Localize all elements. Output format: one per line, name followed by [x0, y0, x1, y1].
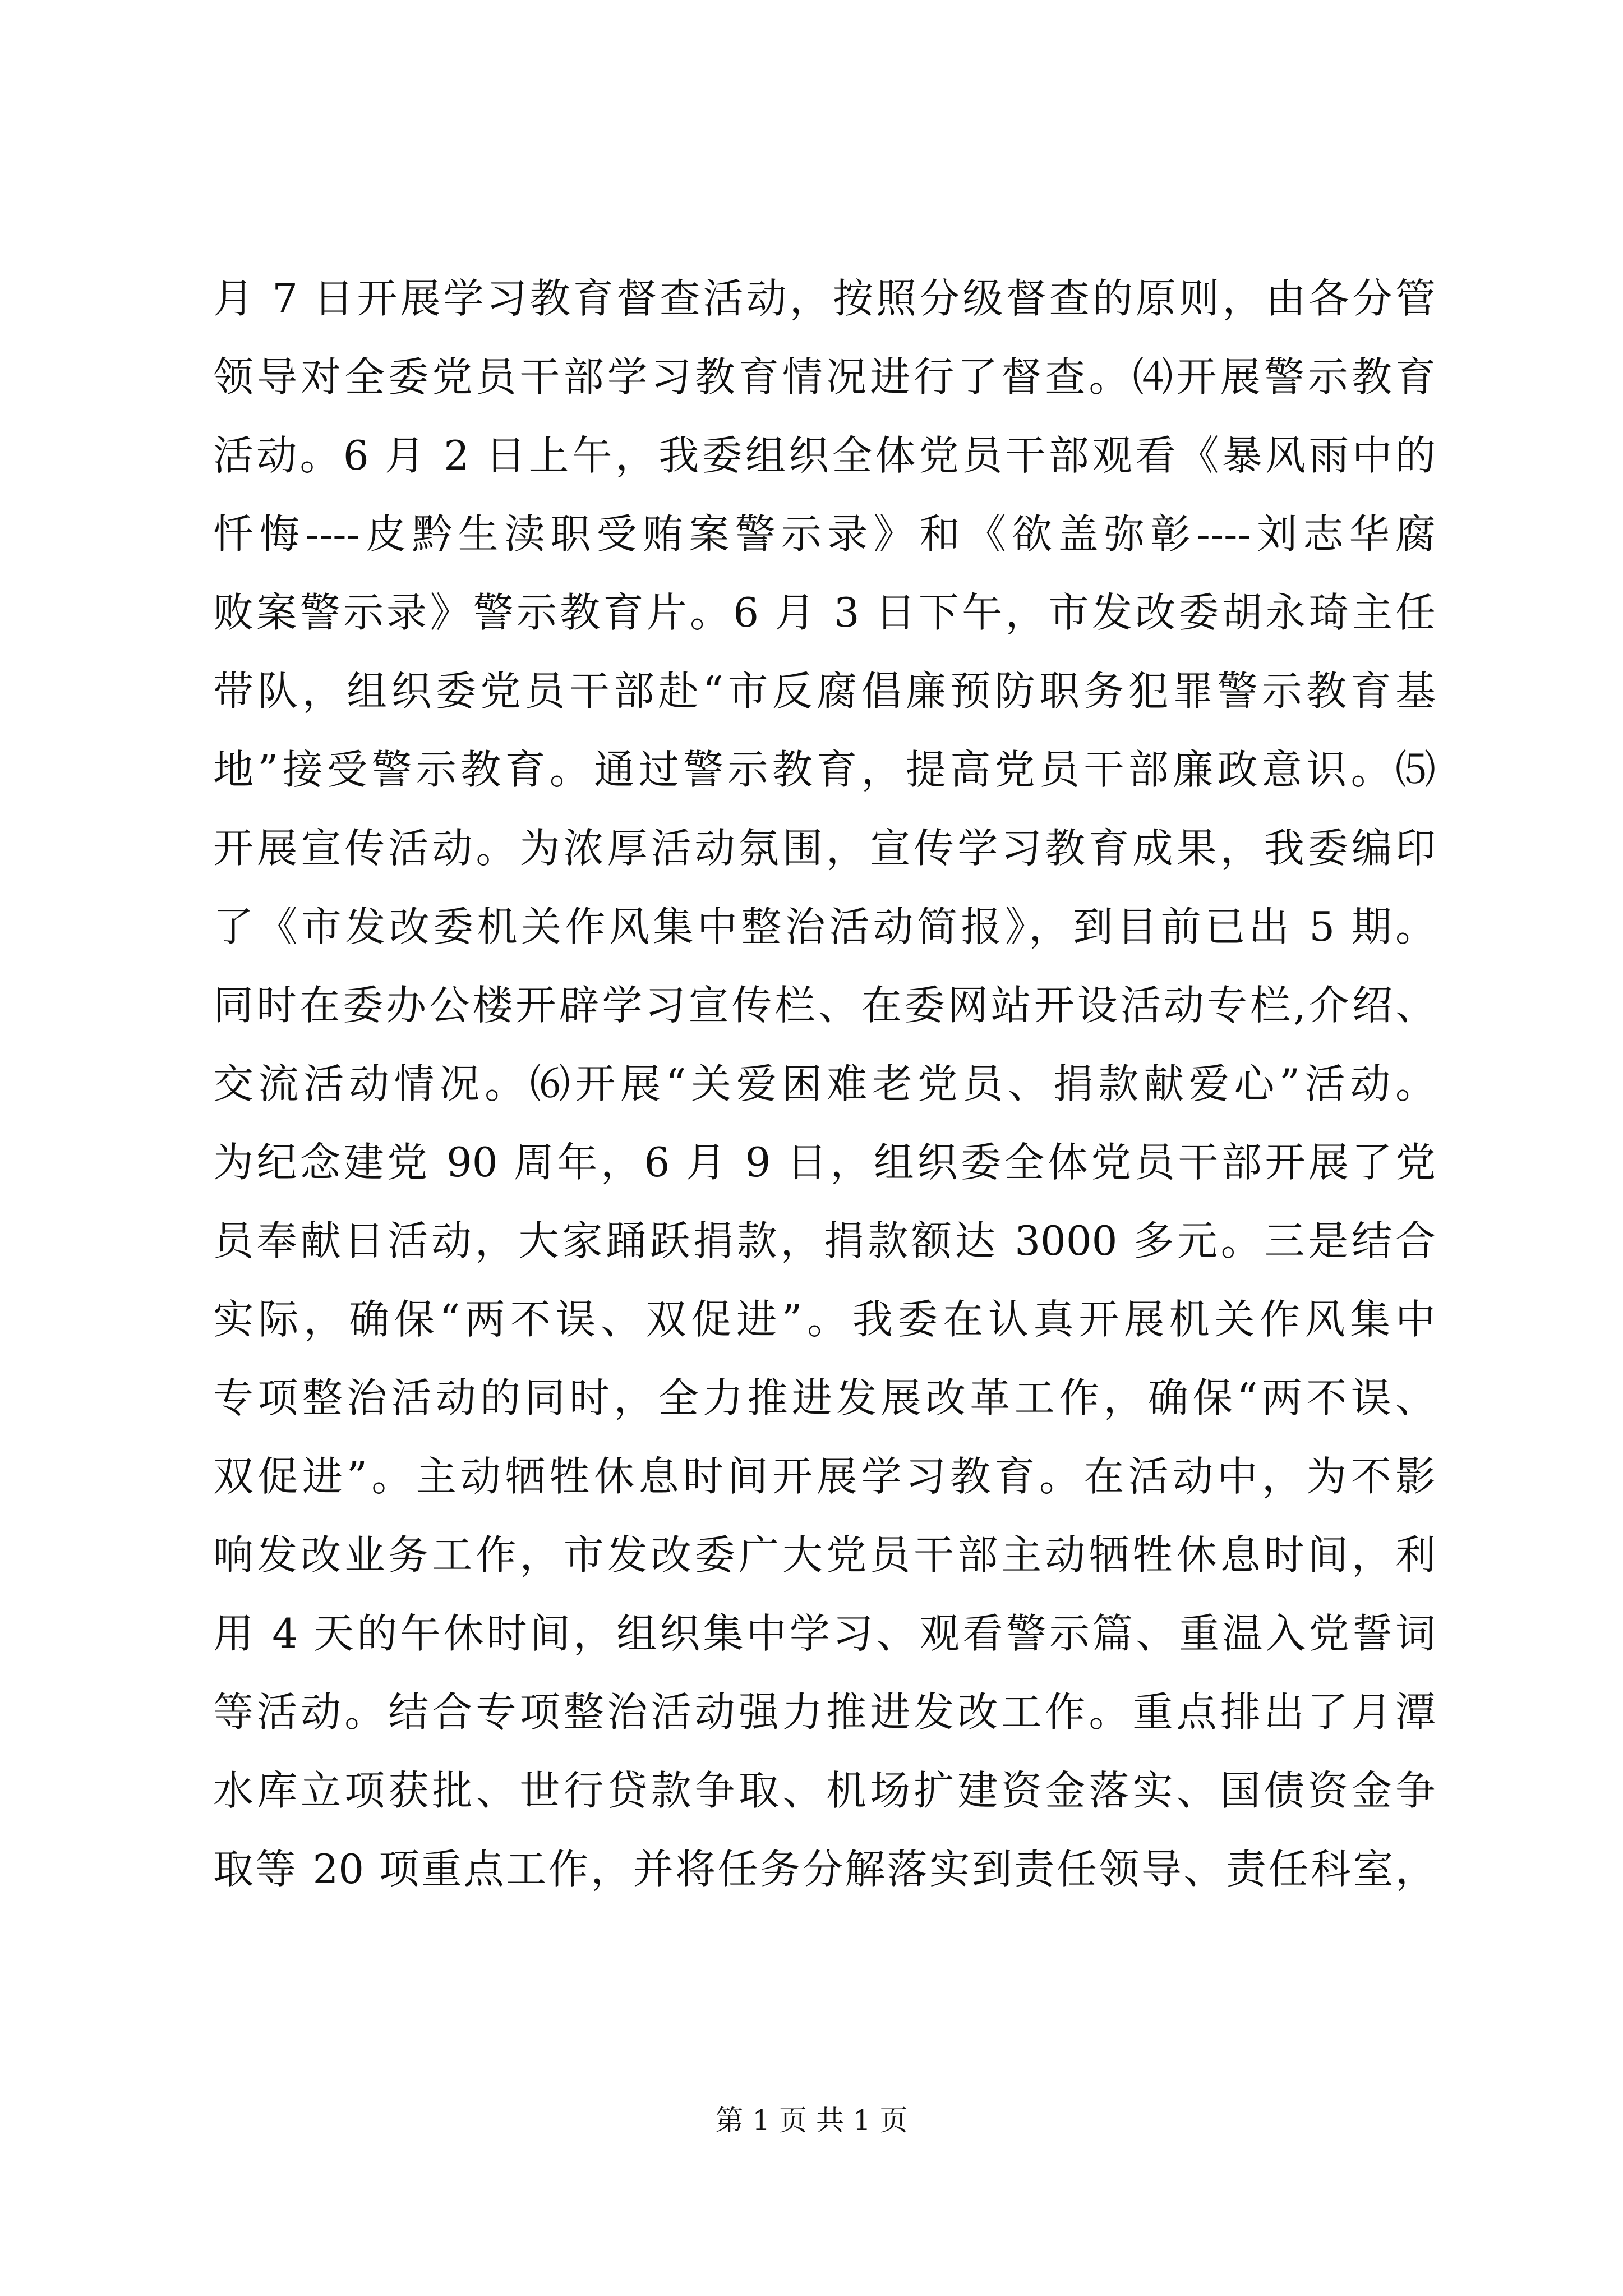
text-line: 员奉献日活动，大家踊跃捐款，捐款额达 3000 多元。三是结合	[213, 1217, 1436, 1264]
text-line: 水库立项获批、世行贷款争取、机场扩建资金落实、国债资金争	[213, 1767, 1436, 1814]
text-line: 为纪念建党 90 周年，6 月 9 日，组织委全体党员干部开展了党	[213, 1139, 1436, 1186]
text-line: 领导对全委党员干部学习教育情况进行了督查。⑷开展警示教育	[213, 353, 1436, 401]
text-line: 带队，组织委党员干部赴“市反腐倡廉预防职务犯罪警示教育基	[213, 668, 1436, 715]
page-number-label: 第 1 页 共 1 页	[715, 2104, 908, 2137]
text-line: 用 4 天的午休时间，组织集中学习、观看警示篇、重温入党誓词	[213, 1610, 1436, 1657]
text-line: 等活动。结合专项整治活动强力推进发改工作。重点排出了月潭	[213, 1688, 1436, 1736]
page-footer	[0, 2101, 1623, 2140]
text-line: 交流活动情况。⑹开展“关爱困难老党员、捐款献爱心”活动。	[213, 1060, 1436, 1107]
text-line: 了《市发改委机关作风集中整治活动简报》，到目前已出 5 期。	[213, 903, 1436, 950]
text-line: 地”接受警示教育。通过警示教育，提高党员干部廉政意识。⑸	[213, 746, 1436, 793]
text-line: 响发改业务工作，市发改委广大党员干部主动牺牲休息时间，利	[213, 1531, 1436, 1579]
text-line: 双促进”。主动牺牲休息时间开展学习教育。在活动中，为不影	[213, 1453, 1436, 1500]
text-line: 专项整治活动的同时，全力推进发展改革工作，确保“两不误、	[213, 1374, 1436, 1421]
text-line: 开展宣传活动。为浓厚活动氛围，宣传学习教育成果，我委编印	[213, 825, 1436, 872]
text-line: 败案警示录》警示教育片。6 月 3 日下午，市发改委胡永琦主任	[213, 589, 1436, 636]
text-line: 月 7 日开展学习教育督查活动，按照分级督查的原则，由各分管	[213, 275, 1436, 322]
text-line: 实际，确保“两不误、双促进”。我委在认真开展机关作风集中	[213, 1296, 1436, 1343]
text-line: 活动。6 月 2 日上午，我委组织全体党员干部观看《暴风雨中的	[213, 432, 1436, 479]
text-line: 忏悔----皮黔生渎职受贿案警示录》和《欲盖弥彰----刘志华腐	[213, 510, 1436, 558]
text-line: 取等 20 项重点工作，并将任务分解落实到责任领导、责任科室，	[213, 1846, 1436, 1893]
body-text	[213, 259, 1436, 1908]
text-line: 同时在委办公楼开辟学习宣传栏、在委网站开设活动专栏,介绍、	[213, 982, 1436, 1029]
